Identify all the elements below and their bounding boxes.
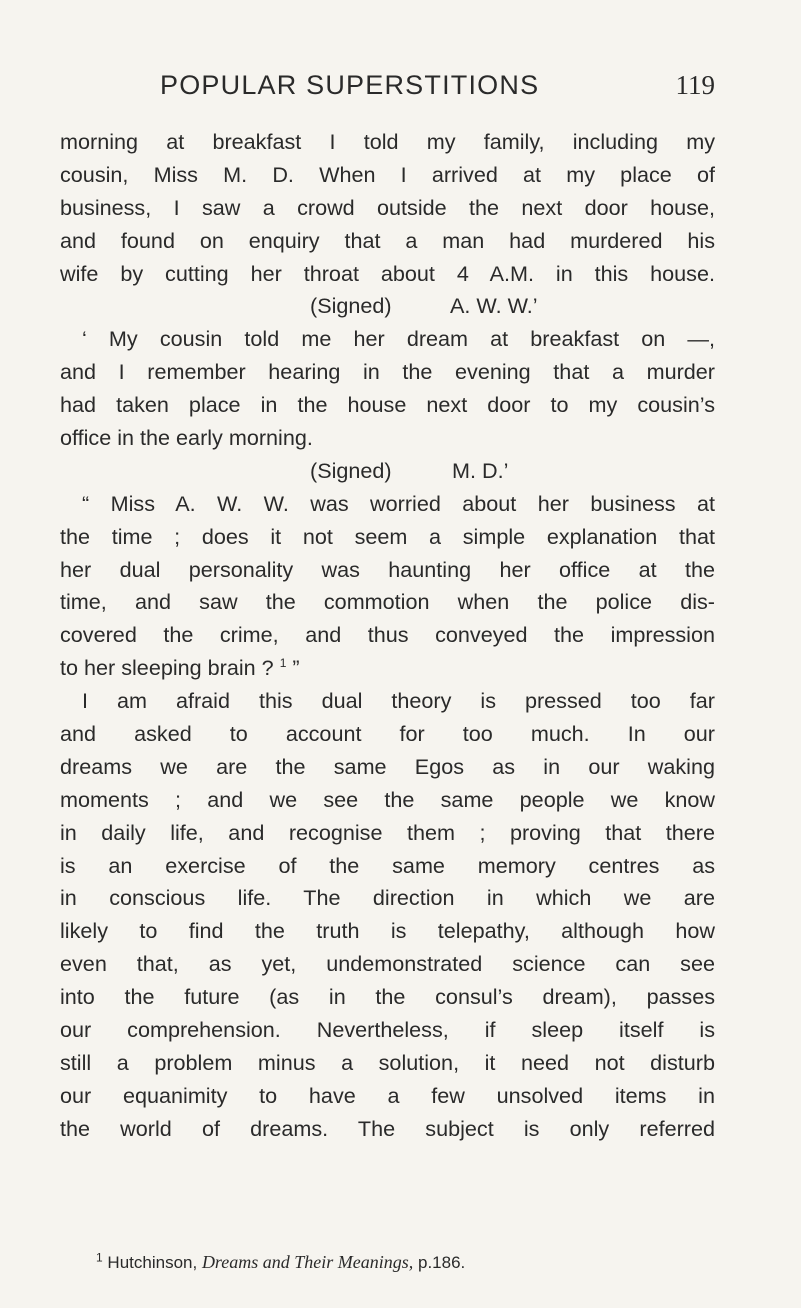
signature-label: (Signed)	[310, 293, 392, 319]
text-line: still a problem minus a solution, it need not disturb	[60, 1049, 715, 1075]
text-line: the time ; does it not seem a simple explanation that	[60, 523, 715, 549]
text-line: ‘ My cousin told me her dream at breakfast on —,	[82, 326, 715, 352]
signature-line	[60, 290, 715, 323]
page-body	[60, 126, 715, 1146]
signature-line	[60, 455, 715, 488]
text-line: in conscious life. The direction in which we are	[60, 885, 715, 911]
text-line: I am afraid this dual theory is pressed too far	[82, 688, 715, 714]
text-line: our comprehension. Nevertheless, if sleep itself is	[60, 1017, 715, 1043]
footnote	[96, 1252, 465, 1273]
footnote-reference: 1	[279, 656, 287, 671]
footnote-mark: 1	[96, 1250, 103, 1265]
page-number: 119	[675, 70, 715, 100]
closing-quote: ”	[292, 655, 300, 681]
text-line: her dual personality was haunting her office at the	[60, 556, 715, 582]
text-line: likely to find the truth is telepathy, although how	[60, 918, 715, 944]
signature-label: (Signed)	[310, 457, 392, 483]
text-line: and asked to account for too much. In our	[60, 721, 715, 747]
text-line: wife by cutting her throat about 4 A.M. in this house.	[60, 260, 715, 286]
text-line: office in the early morning.	[60, 425, 313, 451]
text-line: morning at breakfast I told my family, including my	[60, 129, 715, 154]
text-line: cousin, Miss M. D. When I arrived at my place of	[60, 161, 715, 187]
text-line: dreams we are the same Egos as in our waking	[60, 753, 715, 779]
footnote-title: Dreams and Their Meanings,	[201, 1252, 414, 1272]
text-line: and found on enquiry that a man had murdered his	[60, 227, 715, 253]
text-line: covered the crime, and thus conveyed the impression	[60, 622, 715, 648]
text-line-with-footnote	[60, 652, 715, 685]
running-title: POPULAR SUPERSTITIONS	[160, 70, 540, 100]
text-line: into the future (as in the consul’s dream), passes	[60, 984, 715, 1010]
text-line: our equanimity to have a few unsolved items in	[60, 1082, 715, 1108]
signature-name: M. D.’	[452, 457, 509, 483]
text-line: moments ; and we see the same people we know	[60, 786, 715, 812]
signature-name: A. W. W.’	[450, 293, 538, 319]
text-line: time, and saw the commotion when the police dis-	[60, 589, 715, 615]
text-line: is an exercise of the same memory centres as	[60, 852, 715, 878]
text-line: the world of dreams. The subject is only referred	[60, 1115, 715, 1141]
text-line: and I remember hearing in the evening that a murder	[60, 359, 715, 385]
page-header	[60, 70, 715, 110]
text-line: business, I saw a crowd outside the next door house,	[60, 194, 715, 220]
text-line: in daily life, and recognise them ; proving that there	[60, 819, 715, 845]
footnote-author: Hutchinson,	[107, 1253, 198, 1272]
text-line: had taken place in the house next door to my cousin’s	[60, 392, 715, 418]
footnote-page: p.186.	[418, 1253, 466, 1272]
text-fragment: to her sleeping brain ?	[60, 655, 274, 681]
text-line: “ Miss A. W. W. was worried about her business at	[82, 490, 715, 516]
text-line: even that, as yet, undemonstrated science can see	[60, 951, 715, 977]
